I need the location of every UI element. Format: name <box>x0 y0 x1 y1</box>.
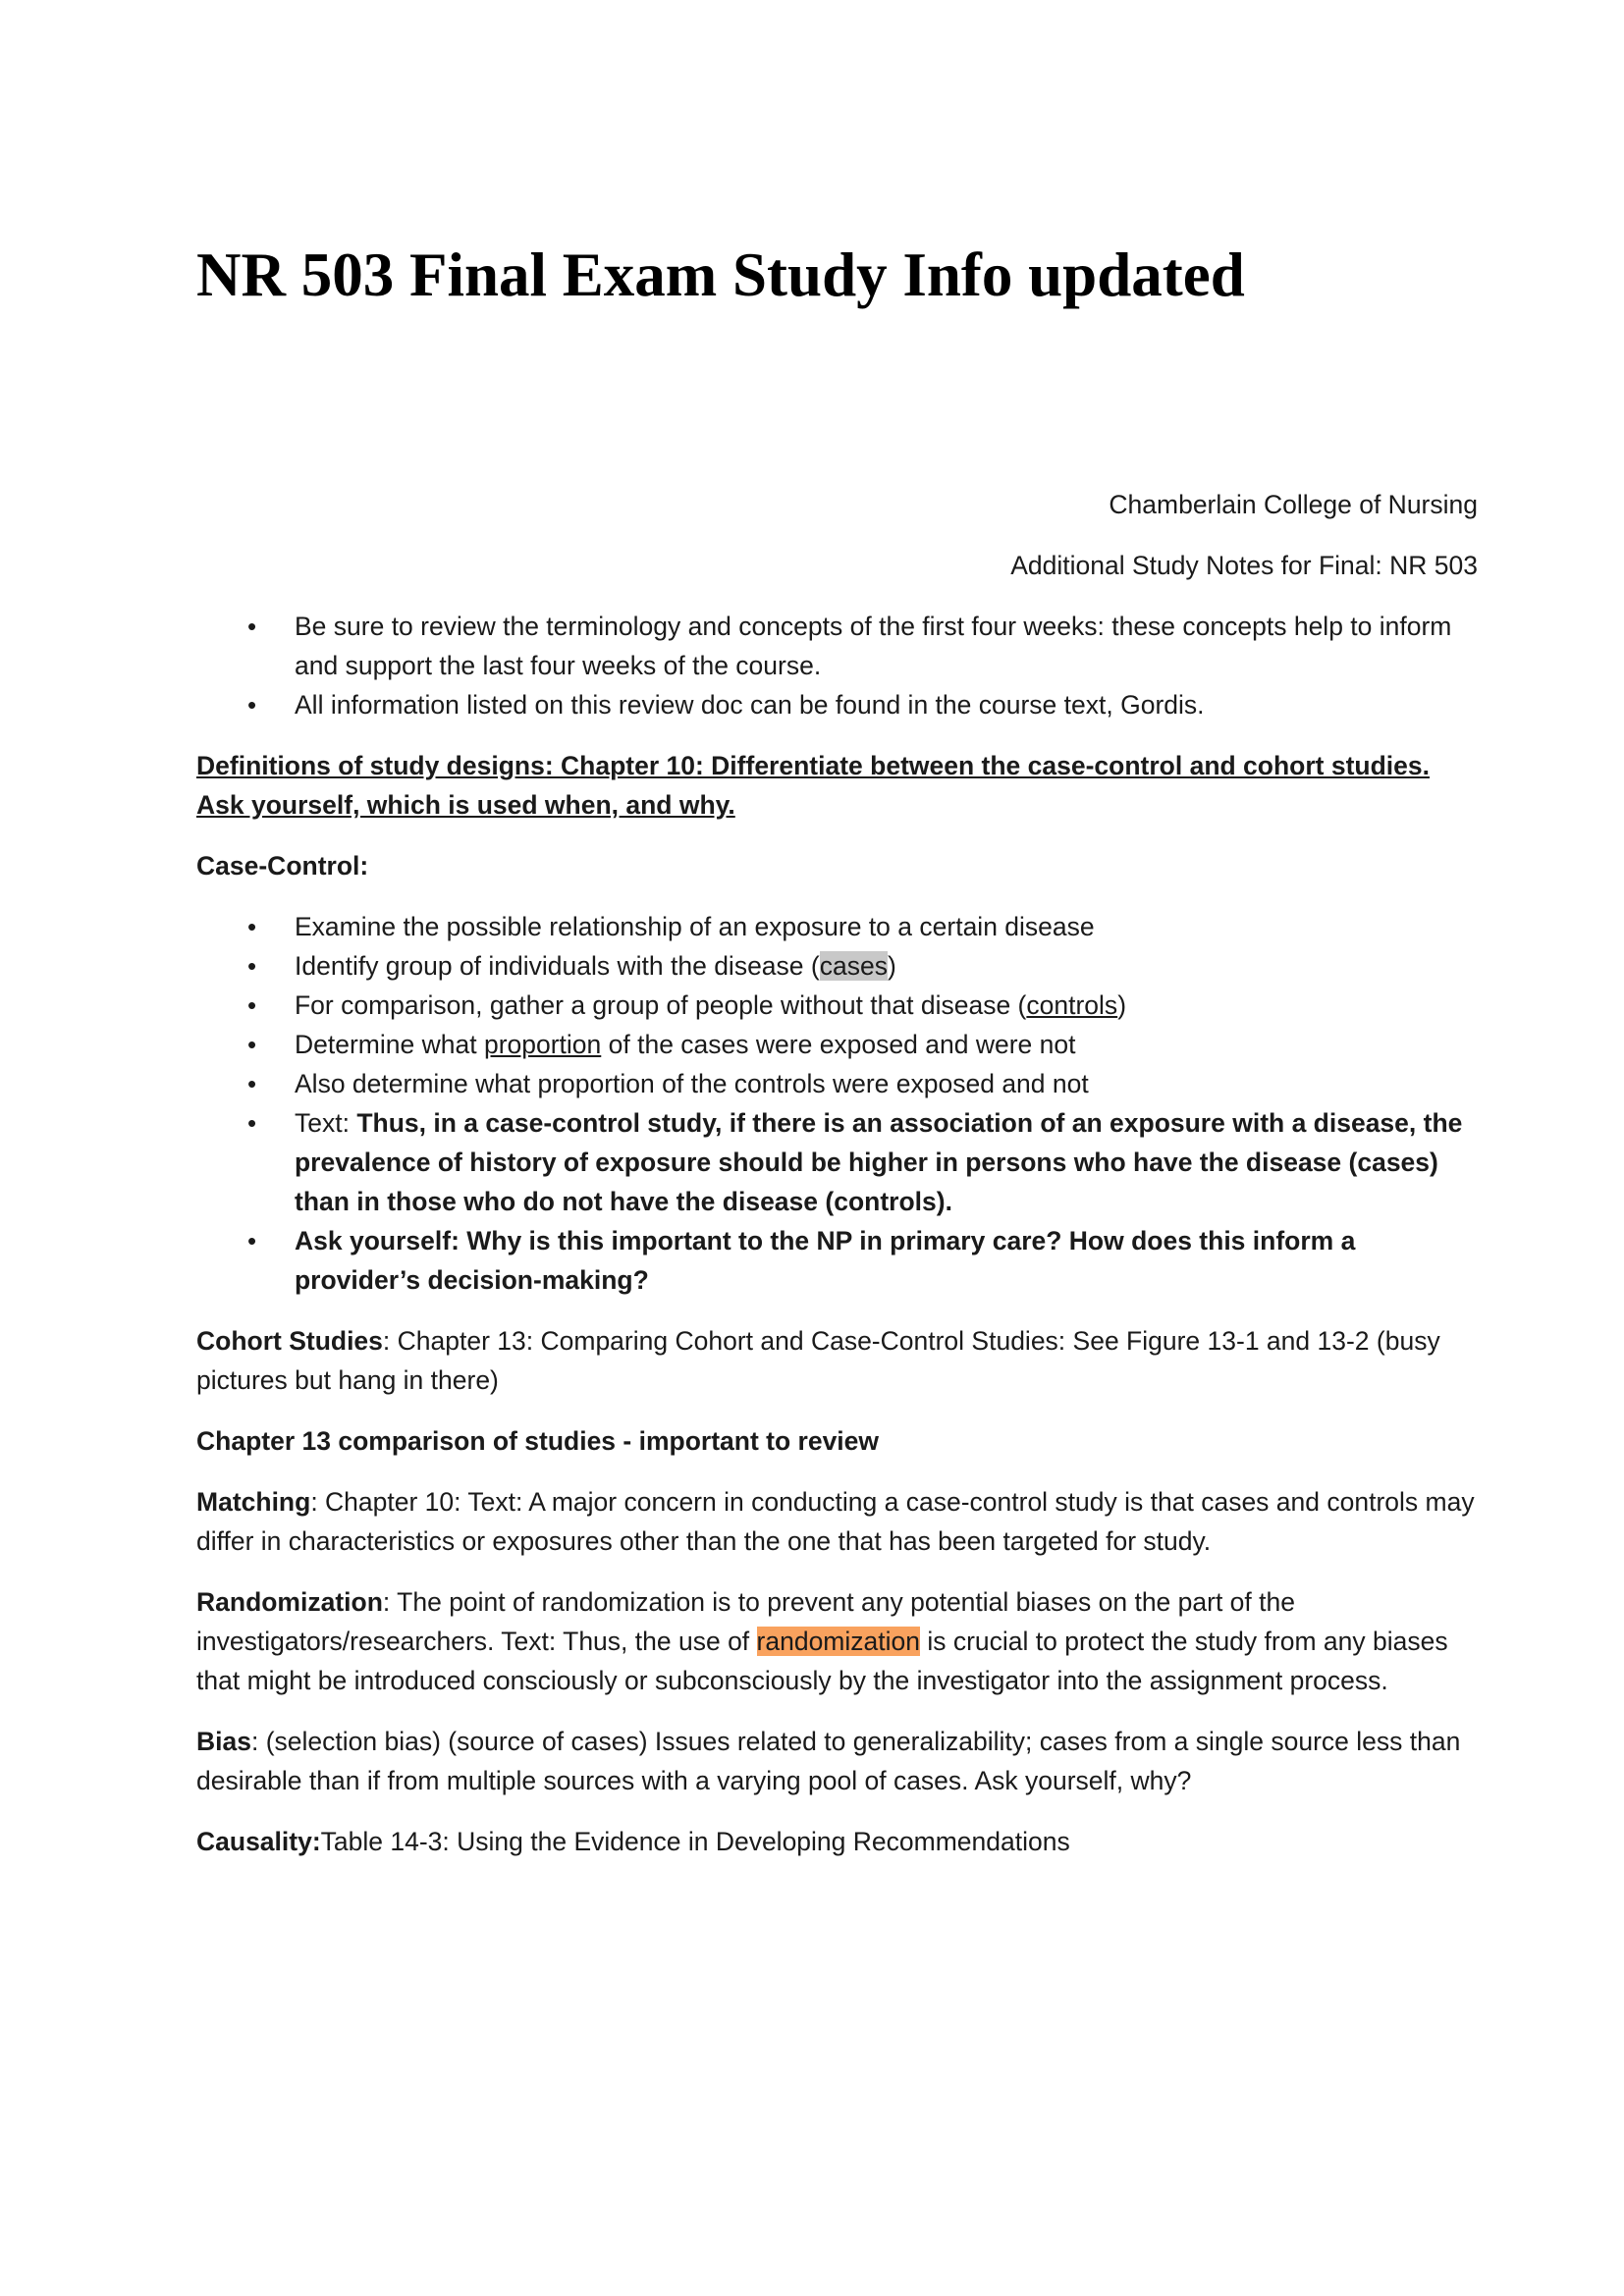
college-name: Chamberlain College of Nursing <box>1109 490 1478 519</box>
bullet-icon: • <box>247 990 257 1020</box>
underlined-term-controls: controls <box>1026 990 1118 1020</box>
chapter13-heading: Chapter 13 comparison of studies - important to review <box>196 1426 880 1456</box>
definitions-heading: Definitions of study designs: Chapter 10: Differentiate between the case-control and cohort studies. Ask yourself, which is used when, and why. <box>196 751 1430 820</box>
randomization-label: Randomization <box>196 1587 383 1617</box>
bullet-icon: • <box>247 1030 257 1059</box>
bias-paragraph <box>196 1722 1478 1800</box>
list-item <box>196 1103 1478 1221</box>
list-item-text: of the cases were exposed and were not <box>601 1030 1076 1059</box>
list-item-text: Identify group of individuals with the disease ( <box>295 951 820 981</box>
bullet-icon: • <box>247 612 257 641</box>
list-item-text: Thus, in a case-control study, if there is an association of an exposure with a disease, the prevalence of history of exposure should be higher in persons who have the disease (cases) than in those who do not have the disease (controls). <box>295 1108 1463 1216</box>
causality-label: Causality: <box>196 1827 321 1856</box>
underlined-term-proportion: proportion <box>483 1030 602 1059</box>
list-item-text: For comparison, gather a group of people without that disease ( <box>295 990 1027 1020</box>
study-notes-subtitle: Additional Study Notes for Final: NR 503 <box>1010 551 1478 580</box>
list-item <box>196 946 1478 986</box>
randomization-text: is crucial to protect the study from any biases that might be introduced consciously or subconsciously by the investigator into the assignment process. <box>196 1627 1448 1695</box>
bullet-icon: • <box>247 1108 257 1138</box>
case-control-bullet-list <box>196 907 1478 1300</box>
highlighted-term-randomization: randomization <box>756 1627 920 1656</box>
intro-bullet-list <box>196 607 1478 724</box>
list-item-text: All information listed on this review doc can be found in the course text, Gordis. <box>295 690 1205 720</box>
list-item-label: Text: <box>295 1108 357 1138</box>
causality-paragraph <box>196 1822 1478 1861</box>
cohort-label: Cohort Studies <box>196 1326 383 1356</box>
matching-label: Matching <box>196 1487 311 1517</box>
bullet-icon: • <box>247 1226 257 1255</box>
highlighted-term-cases: cases <box>819 951 888 981</box>
bullet-icon: • <box>247 1069 257 1098</box>
bias-label: Bias <box>196 1727 251 1756</box>
randomization-paragraph <box>196 1582 1478 1700</box>
list-item <box>196 1025 1478 1064</box>
list-item-text: Ask yourself: Why is this important to the NP in primary care? How does this inform a provider’s decision-making? <box>295 1226 1356 1295</box>
bullet-icon: • <box>247 690 257 720</box>
list-item <box>196 986 1478 1025</box>
randomization-text: : The point of randomization is to prevent any potential biases on the part of the investigators/researchers. Text: Thus, the use of <box>196 1587 1295 1656</box>
list-item-text: ) <box>1117 990 1127 1020</box>
bullet-icon: • <box>247 912 257 941</box>
cohort-text: : Chapter 13: Comparing Cohort and Case-Control Studies: See Figure 13-1 and 13-2 (busy pictures but hang in there) <box>196 1326 1440 1395</box>
matching-text: : Chapter 10: Text: A major concern in conducting a case-control study is that cases and controls may differ in characteristics or exposures other than the one that has been targeted for study. <box>196 1487 1475 1556</box>
list-item-text: Determine what <box>295 1030 484 1059</box>
bias-text: : (selection bias) (source of cases) Issues related to generalizability; cases from a single source less than desirable than if from multiple sources with a varying pool of cases. Ask yourself, why? <box>196 1727 1461 1795</box>
bullet-icon: • <box>247 951 257 981</box>
list-item-text: Also determine what proportion of the controls were exposed and not <box>295 1069 1089 1098</box>
causality-text: Table 14-3: Using the Evidence in Developing Recommendations <box>320 1827 1070 1856</box>
list-item <box>196 685 1478 724</box>
cohort-paragraph <box>196 1321 1478 1400</box>
list-item-text: Be sure to review the terminology and concepts of the first four weeks: these concepts help to inform and support the last four weeks of the course. <box>295 612 1452 680</box>
list-item-text: Examine the possible relationship of an exposure to a certain disease <box>295 912 1095 941</box>
list-item <box>196 1221 1478 1300</box>
list-item-text: ) <box>887 951 896 981</box>
document-title: NR 503 Final Exam Study Info updated <box>196 240 1245 309</box>
case-control-heading: Case-Control: <box>196 851 369 881</box>
list-item <box>196 907 1478 946</box>
document-body <box>196 485 1478 1883</box>
list-item <box>196 607 1478 685</box>
matching-paragraph <box>196 1482 1478 1561</box>
list-item <box>196 1064 1478 1103</box>
